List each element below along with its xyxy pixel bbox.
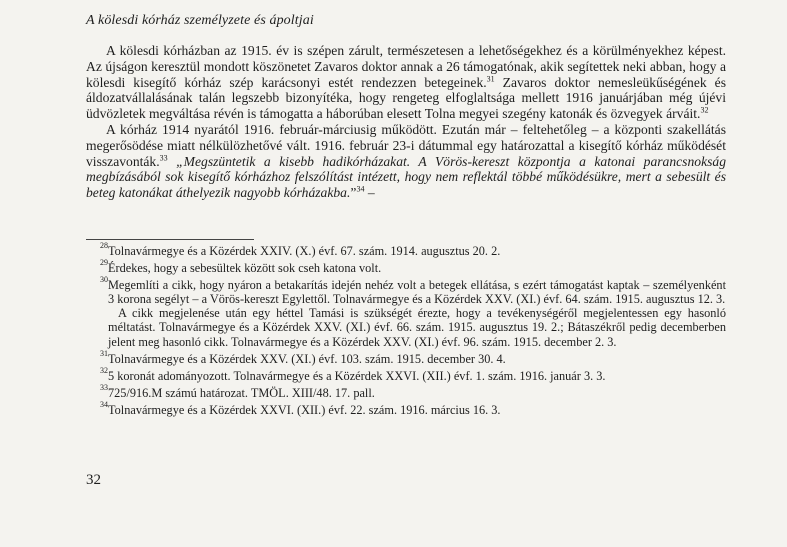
footnote-ref-31[interactable]: 31 <box>486 74 495 84</box>
footnote-ref-34[interactable]: 34 <box>356 184 365 194</box>
footnote-text: Érdekes, hogy a sebesültek között sok cseh katona volt. <box>108 261 382 276</box>
footnote-separator <box>86 239 254 240</box>
footnote-text: Megemlíti a cikk, hogy nyáron a betakarítás idején nehéz volt a betegek ellátása, s ezért támogatást kaptak – személyenként 3 korona segélyt – a Vörös-kereszt Egylettől. Tolnavármegye és a Közérdek XXV. (XI.) évf. 64. szám. 1915. augusztus 12. 3. <box>108 278 726 307</box>
footnote-text: Tolnavármegye és a Közérdek XXV. (XI.) évf. 103. szám. 1915. december 30. 4. <box>108 351 506 366</box>
footnote-29 <box>86 258 726 276</box>
footnote-text: 5 koronát adományozott. Tolnavármegye és a Közérdek XXVI. (XII.) évf. 1. szám. 1916. január 3. 3. <box>108 368 606 383</box>
footnote-number: 30 <box>100 275 108 285</box>
paragraph-1-text-a: A kölesdi kórházban az 1915. év is szépen zárult, természetesen a lehetőségekhez és a körülményekhez képest. Az újságon keresztül mondott köszönetet Zavaros doktor annak a 26 támogatónak, akik segítettek neki abban, hogy a kölesdi kisegítő kórház szép karácsonyi estét rendezzen betegeinek. <box>86 43 726 90</box>
footnote-number: 31 <box>100 348 108 358</box>
footnote-number: 29 <box>100 258 108 268</box>
paragraph-2 <box>86 122 726 201</box>
footnote-text: 725/916.M számú határozat. TMÖL. XIII/48. 17. pall. <box>108 385 375 400</box>
footnote-text: Tolnavármegye és a Közérdek XXVI. (XII.) évf. 22. szám. 1916. március 16. 3. <box>108 402 501 417</box>
page-number: 32 <box>86 472 101 488</box>
footnote-number: 33 <box>100 382 108 392</box>
footnote-ref-32[interactable]: 32 <box>700 105 709 115</box>
paragraph-1-text-b: Zavaros doktor nemesleükűségének és áldozatvállalásának talán legszebb bizonyítéka, hogy rengeteg elfoglaltsága mellett 1916 januárjában még újévi üdvözletek megváltása révén is támogatta a háborúban elesett Tolna megyei szegény katonák és özvegyek árváit. <box>86 74 726 122</box>
footnote-31 <box>86 348 726 366</box>
footnote-number: 28 <box>100 241 108 250</box>
footnote-text-continued: A cikk megjelenése után egy héttel Tamási is szükségét érezte, hogy a tevékenységéről megjelentessen egy hasonló méltatást. Tolnavármegye és a Közérdek XXV. (XI.) évf. 66. szám. 1915. augusztus 19. 2.; Bátaszékről pedig decemberben jelent meg hasonló cikk. Tolnavármegye és a Közérdek XXV. (XI.) évf. 96. szám. 1915. december 2. 3. <box>108 306 726 349</box>
paragraph-2-text-a: A kórház 1914 nyarától 1916. február-márciusig működött. Ezután már – feltehetőleg – a központi szakellátás megerősödése miatt nélkülözhetővé vált. 1916. február 23-i dátummal egy határozattal a kisegítő kórház működését visszavonták. <box>86 121 726 169</box>
footnote-number: 32 <box>100 365 108 375</box>
running-head: A kölesdi kórház személyzete és ápoltjai <box>86 13 314 28</box>
footnote-text: Tolnavármegye és a Közérdek XXIV. (X.) évf. 67. szám. 1914. augusztus 20. 2. <box>108 244 501 258</box>
footnote-32 <box>86 365 726 383</box>
footnote-30 <box>86 275 726 349</box>
footnote-34 <box>86 399 726 417</box>
paragraph-2-end: – <box>364 185 375 201</box>
body-text <box>86 43 726 201</box>
footnotes <box>86 241 726 420</box>
footnote-number: 34 <box>100 399 108 409</box>
quote-close: ” <box>350 185 357 201</box>
footnote-33 <box>86 382 726 400</box>
quotation: „Megszüntetik a kisebb hadikórházakat. A Vörös-kereszt központja a katonai parancsnokság megbízásából sok kisegítő kórházhoz felszólítást intézett, hogy nem reflektál többé működésükre, mert a sebesült és beteg katonákat áthelyezik nagyobb kórházakba. <box>86 153 726 201</box>
paragraph-1 <box>86 43 726 122</box>
footnote-ref-33[interactable]: 33 <box>159 153 168 163</box>
footnote-28 <box>86 241 726 258</box>
